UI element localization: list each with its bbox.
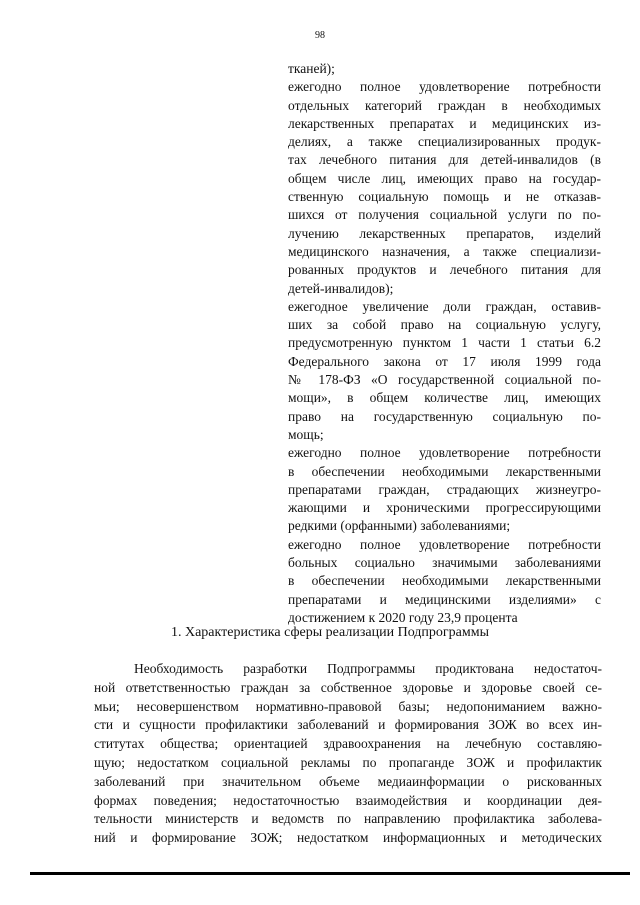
right-column-line: больных социально значимыми заболеваниями	[288, 555, 601, 571]
body-line: сти и сущности профилактики заболеваний и формирования ЗОЖ во всех ин-	[94, 717, 602, 733]
right-column-line: ежегодно полное удовлетворение потребности	[288, 445, 601, 461]
body-line: щую; недостатком социальной рекламы по пропаганде ЗОЖ и профилактик	[94, 754, 602, 770]
right-column-line: ежегодно полное удовлетворение потребности	[288, 536, 601, 552]
right-column-line: мощь;	[288, 426, 324, 442]
right-column-line: предусмотренную пунктом 1 части 1 статьи 6.2	[288, 335, 601, 351]
bottom-rule	[30, 872, 630, 875]
right-column-line: тканей);	[288, 61, 335, 76]
right-column-line: достижением к 2020 году 23,9 процента	[288, 609, 518, 625]
right-column-text	[288, 60, 601, 627]
right-column-line: отдельных категорий граждан в необходимых	[288, 97, 601, 113]
right-column-line: ежегодно полное удовлетворение потребности	[288, 79, 601, 95]
right-column-line: в обеспечении необходимыми лекарственными	[288, 573, 601, 589]
right-column-line: ежегодное увеличение доли граждан, оставив-	[288, 298, 601, 314]
right-column-line: редкими (орфанными) заболеваниями;	[288, 518, 511, 534]
body-line: заболеваний при значительном объеме медиаинформации о рискованных	[94, 773, 602, 789]
right-column-line: в обеспечении необходимыми лекарственными	[288, 463, 601, 479]
body-line: ний и формирование ЗОЖ; недостатком информационных и методических	[94, 830, 602, 846]
right-column-line: № 178-ФЗ «О государственной социальной по-	[288, 372, 601, 388]
right-column-line: тах лечебного питания для детей-инвалидов (в	[288, 152, 601, 168]
right-column-line: мощи», в общем количестве лиц, имеющих	[288, 390, 601, 406]
right-column-line: лекарственных препаратах и медицинских из-	[288, 115, 601, 131]
body-line: мьи; несовершенством нормативно-правовой базы; недопониманием важно-	[94, 698, 602, 714]
right-column-line: Федерального закона от 17 июля 1999 года	[288, 353, 601, 369]
right-column-line: медицинского назначения, а также специализи-	[288, 243, 601, 259]
body-line: Необходимость разработки Подпрограммы продиктована недостаточ-	[134, 661, 602, 676]
section-heading: 1. Характеристика сферы реализации Подпрограммы	[170, 625, 489, 640]
body-line: тельности министерств и ведомств по направлению профилактика заболева-	[94, 811, 602, 827]
right-column-line: детей-инвалидов);	[288, 280, 394, 296]
right-column-line: препаратами граждан, страдающих жизнеугро-	[288, 481, 601, 497]
body-line: формах поведения; недостаточностью взаимодействия и координации дея-	[94, 792, 602, 808]
right-column-line: препаратами и медицинскими изделиями» с	[288, 591, 601, 607]
body-line: ной ответственностью граждан за собственное здоровье и здоровье своей се-	[94, 679, 602, 695]
right-column-line: ственную социальную помощь и не отказав-	[288, 189, 601, 205]
right-column-line: общем числе лиц, имеющих право на государ-	[288, 170, 601, 186]
right-column-line: делиях, а также специализированных продук-	[288, 134, 601, 150]
body-paragraph	[94, 660, 602, 848]
right-column-line: шихся от получения социальной услуги по по-	[288, 207, 601, 223]
right-column-line: рованных продуктов и лечебного питания для	[288, 262, 601, 278]
body-line: ститутах общества; ориентацией здравоохранения на лечебную составляю-	[94, 736, 602, 752]
right-column-line: лучению лекарственных препаратов, изделий	[288, 225, 601, 241]
right-column-line: право на государственную социальную по-	[288, 408, 601, 424]
page-number: 98	[315, 30, 325, 41]
right-column-line: ших за собой право на социальную услугу,	[288, 317, 601, 333]
right-column-line: жающими и хроническими прогрессирующими	[288, 500, 601, 516]
